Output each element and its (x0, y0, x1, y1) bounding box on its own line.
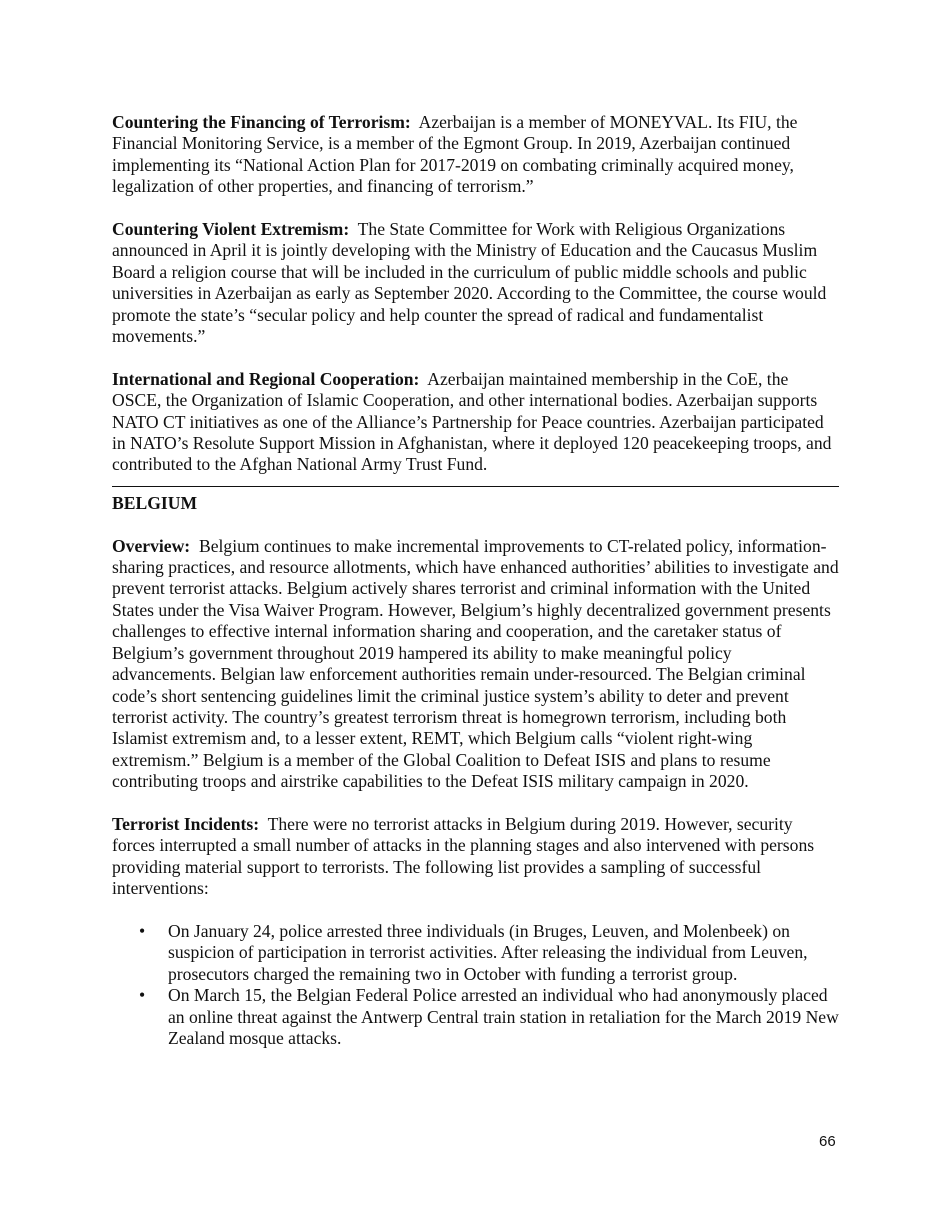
page-number: 66 (819, 1133, 836, 1150)
incidents-paragraph (112, 814, 839, 900)
cooperation-heading: International and Regional Cooperation: (112, 368, 420, 389)
bullet-icon: • (139, 985, 146, 1006)
incidents-heading: Terrorist Incidents: (112, 813, 260, 834)
cft-heading: Countering the Financing of Terrorism: (112, 112, 411, 132)
list-item (112, 921, 839, 985)
section-divider (112, 486, 839, 487)
list-item-text: On January 24, police arrested three individuals (in Bruges, Leuven, and Molenbeek) on suspicion of participation in terrorist activities. After releasing the individual from Leuven, prosecutors charged the remaining two in October with funding a terrorist group. (168, 920, 808, 984)
overview-heading: Overview: (112, 535, 191, 556)
document-page (112, 112, 839, 1049)
incidents-body: There were no terrorist attacks in Belgium during 2019. However, security forces interrupted a small number of attacks in the planning stages and also intervened with persons providing material support to terrorists. The following list provides a sampling of successful interventions: (112, 813, 815, 899)
overview-body: Belgium continues to make incremental improvements to CT-related policy, information-sharing practices, and resource allotments, which have enhanced authorities’ abilities to investigate and prevent terrorist attacks. Belgium actively shares terrorist and criminal information with the United States under the Visa Waiver Program. However, Belgium’s highly decentralized government presents challenges to effective internal information sharing and cooperation, and the caretaker status of Belgium’s government throughout 2019 hampered its ability to make meaningful policy advancements. Belgian law enforcement authorities remain under-resourced. The Belgian criminal code’s short sentencing guidelines limit the criminal justice system’s ability to deter and prevent terrorist activity. The country’s greatest terrorism threat is homegrown terrorism, including both Islamist extremism and, to a lesser extent, REMT, which Belgium calls “violent right-wing extremism.” Belgium is a member of the Global Coalition to Defeat ISIS and plans to resume contributing troops and airstrike capabilities to the Defeat ISIS military campaign in 2020. (112, 535, 839, 792)
cooperation-paragraph (112, 369, 839, 476)
incidents-list (112, 921, 839, 1049)
cft-paragraph (112, 112, 839, 198)
cft-body: Azerbaijan is a member of MONEYVAL. Its FIU, the Financial Monitoring Service, is a member of the Egmont Group. In 2019, Azerbaijan continued implementing its “National Action Plan for 2017-2019 on combating criminally acquired money, legalization of other properties, and financing of terrorism.” (112, 112, 798, 197)
cve-body: The State Committee for Work with Religious Organizations announced in April it is jointly developing with the Ministry of Education and the Caucasus Muslim Board a religion course that will be included in the curriculum of public middle schools and public universities in Azerbaijan as early as September 2020. According to the Committee, the course would promote the state’s “secular policy and help counter the spread of radical and fundamentalist movements.” (112, 219, 827, 347)
country-heading: BELGIUM (112, 492, 198, 513)
list-item-text: On March 15, the Belgian Federal Police arrested an individual who had anonymously placed an online threat against the Antwerp Central train station in retaliation for the March 2019 New Zealand mosque attacks. (168, 985, 839, 1048)
cve-paragraph (112, 219, 839, 347)
cve-heading: Countering Violent Extremism: (112, 219, 350, 240)
list-item (112, 985, 839, 1049)
bullet-icon: • (139, 920, 146, 941)
cooperation-body: Azerbaijan maintained membership in the CoE, the OSCE, the Organization of Islamic Cooperation, and other international bodies. Azerbaijan supports NATO CT initiatives as one of the Alliance’s Partnership for Peace countries. Azerbaijan participated in NATO’s Resolute Support Mission in Afghanistan, where it deployed 120 peacekeeping troops, and contributed to the Afghan National Army Trust Fund. (112, 368, 832, 475)
overview-paragraph (112, 536, 839, 793)
